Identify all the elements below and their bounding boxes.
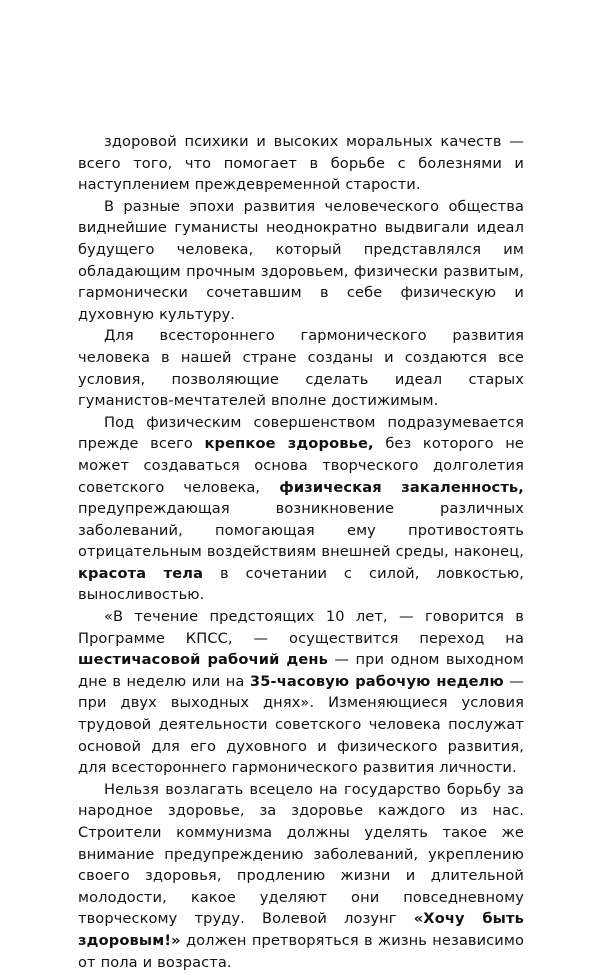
body-text-column [78,131,524,973]
body-text: предупреждающая возникновение различных заболеваний, помогающая ему противостоять отрицательным воздействиям внешней среды, наконец, [78,500,524,561]
body-text: Нельзя возлагать всецело на государство борьбу за народное здоровье, за здоровье каждого из нас. Строители коммунизма должны уделять такое же внимание предупреждению заболеваний, укреплению своего здоровья, продлению жизни и длительной молодости, какое уделяют они повседневному творческому труду. Волевой лозунг [78,780,524,928]
body-text: должен претворяться в жизнь независимо от пола и возраста. [78,931,524,971]
emphasis-text: физическая закаленность, [279,478,524,496]
paragraph-p1 [78,131,524,196]
body-text: Для всестороннего гармонического развития человека в нашей стране созданы и создаются все условия, позволяющие сделать идеал старых гуманистов-мечтателей вполне достижимым. [78,327,524,410]
body-text: В разные эпохи развития человеческого общества виднейшие гуманисты неоднократно выдвигали идеал будущего человека, который представлялся им обладающим прочным здоровьем, физически развитым, гармонически сочетавшим в себе физическую и духовную культуру. [78,197,524,323]
body-text: в сочетании с силой, ловкостью, выносливостью. [78,564,524,604]
body-text: — при двух выходных днях». Изменяющиеся условия трудовой деятельности советского человека послужат основой для его духовного и физического развития, для всестороннего гармонического развития личности. [78,672,524,777]
emphasis-text: шестичасовой рабочий день [78,651,328,669]
body-text: здоровой психики и высоких моральных качеств — всего того, что помогает в борьбе с болезнями и наступлением преждевременной старости. [78,133,524,194]
paragraph-p4 [78,412,524,606]
paragraph-p3 [78,325,524,411]
body-text: Под физическим совершенством подразумевается прежде всего [78,413,524,453]
emphasis-text: красота тела [78,564,204,582]
paragraph-p5 [78,606,524,779]
body-text: без которого не может создаваться основа творческого долголетия советского человека, [78,435,524,496]
paragraph-p2 [78,196,524,326]
emphasis-text: крепкое здоровье, [204,435,374,453]
paragraph-p6 [78,779,524,973]
body-text: — при одном выходном дне в неделю или на [78,651,524,690]
emphasis-text: 35-часовую рабочую неделю [249,672,504,690]
emphasis-text: «Хочу быть здоровым!» [78,910,524,949]
body-text: «В течение предстоящих 10 лет, — говорится в Программе КПСС, — осуществится переход на [78,608,524,647]
